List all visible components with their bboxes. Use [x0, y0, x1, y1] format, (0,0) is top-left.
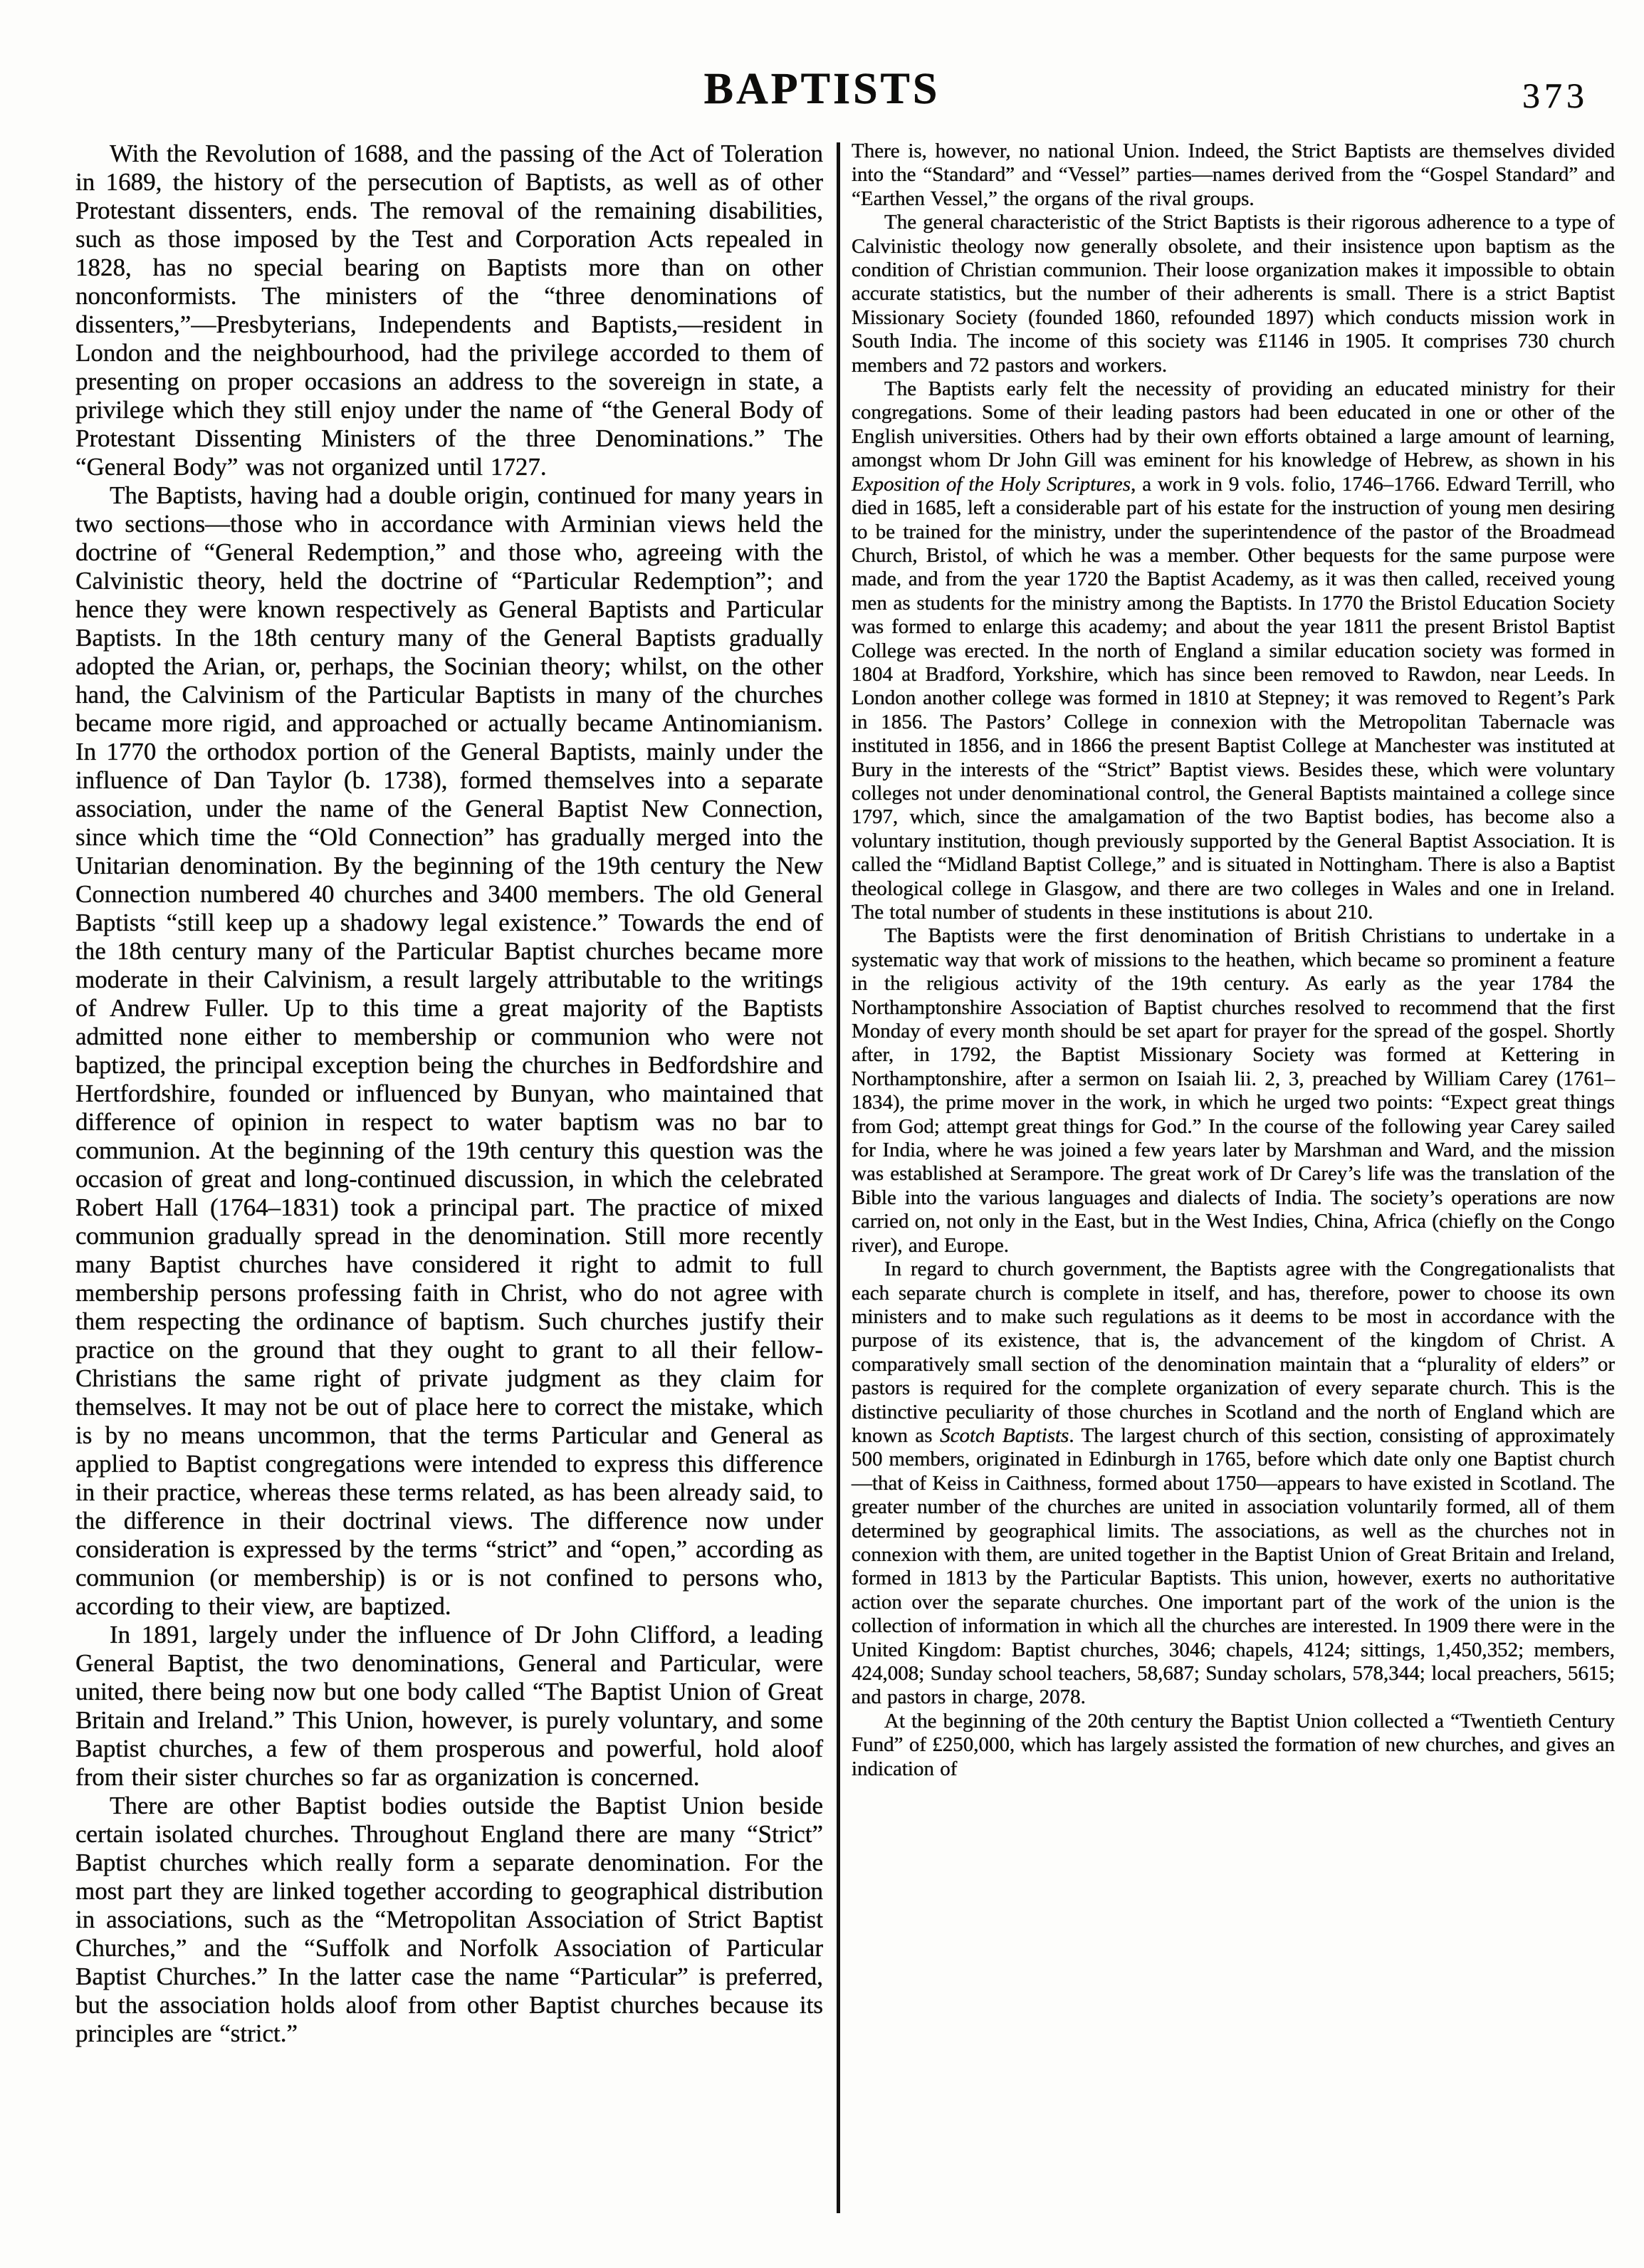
paragraph: In 1891, largely under the influence of Dr John Clifford, a leading General Baptist, the two denominations, General and Particular, were united, there being now but one body called “The Baptist Union of Great Britain and Ireland.” This Union, however, is purely voluntary, and some Baptist churches, a few of them prosperous and powerful, hold aloof from their sister churches so far as organization is concerned.	[75, 1621, 823, 1791]
paragraph: With the Revolution of 1688, and the passing of the Act of Toleration in 1689, the history of the persecution of Baptists, as well as of other Protestant dissenters, ends. The removal of the remaining disabilities, such as those imposed by the Test and Corporation Acts repealed in 1828, has no special bearing on Baptists more than on other nonconformists. The ministers of the “three denominations of dissenters,”—Presbyterians, Independents and Baptists,—resident in London and the neighbourhood, had the privilege accorded to them of presenting on proper occasions an address to the sovereign in state, a privilege which they still enjoy under the name of “the General Body of Protestant Dissenting Ministers of the three Denominations.” The “General Body” was not organized until 1727.	[75, 140, 823, 481]
page-number: 373	[1522, 75, 1588, 115]
paragraph: The general characteristic of the Strict Baptists is their rigorous adherence to a type of Calvinistic theology now generally obsolete, and their insistence upon baptism as the condition of Christian communion. Their loose organization makes it impossible to obtain accurate statistics, but the number of their adherents is small. There is a strict Baptist Missionary Society (founded 1860, refounded 1897) which conducts mission work in South India. The income of this society was £1146 in 1905. It comprises 730 church members and 72 pastors and workers.	[852, 211, 1615, 377]
paragraph: The Baptists, having had a double origin, continued for many years in two sections—those who in accordance with Arminian views held the doctrine of “General Redemption,” and those who, agreeing with the Calvinistic theory, held the doctrine of “Particular Redemption”; and hence they were known respectively as General Baptists and Particular Baptists. In the 18th century many of the General Baptists gradually adopted the Arian, or, perhaps, the Socinian theory; whilst, on the other hand, the Calvinism of the Particular Baptists in many of the churches became more rigid, and approached or actually became Antinomianism. In 1770 the orthodox portion of the General Baptists, mainly under the influence of Dan Taylor (b. 1738), formed themselves into a separate association, under the name of the General Baptist New Connection, since which time the “Old Connection” has gradually merged into the Unitarian denomination. By the beginning of the 19th century the New Connection numbered 40 churches and 3400 members. The old General Baptists “still keep up a shadowy legal existence.” Towards the end of the 18th century many of the Particular Baptist churches became more moderate in their Calvinism, a result largely attributable to the writings of Andrew Fuller. Up to this time a great majority of the Baptists admitted none either to membership or communion who were not baptized, the principal exception being the churches in Bedfordshire and Hertfordshire, founded or influenced by Bunyan, who maintained that difference of opinion in respect to water baptism was no bar to communion. At the beginning of the 19th century this question was the occasion of great and long-continued discussion, in which the celebrated Robert Hall (1764–1831) took a principal part. The practice of mixed communion gradually spread in the denomination. Still more recently many Baptist churches have considered it right to admit to full membership persons professing faith in Christ, who do not agree with them respecting the ordinance of baptism. Such churches justify their practice on the ground that they ought to grant to all their fellow-Christians the same right of private judgment as they claim for themselves. It may not be out of place here to correct the mistake, which is by no means uncommon, that the terms Particular and General as applied to Baptist congregations were intended to express this difference in their practice, whereas these terms related, as has been already said, to the difference in their doctrinal views. The difference now under consideration is expressed by the terms “strict” and “open,” according as communion (or membership) is or is not confined to persons who, according to their view, are baptized.	[75, 481, 823, 1620]
paragraph: At the beginning of the 20th century the Baptist Union collected a “Twentieth Century Fund” of £250,000, which has largely assisted the formation of new churches, and gives an indication of	[852, 1709, 1615, 1780]
right-column	[852, 140, 1615, 1781]
paragraph: In regard to church government, the Baptists agree with the Congregationalists that each separate church is complete in itself, and has, therefore, power to choose its own ministers and to make such regulations as it deems to be most in accordance with the purpose of its existence, that is, the advancement of the kingdom of Christ. A comparatively small section of the denomination maintain that a “plurality of elders” or pastors is required for the complete organization of every separate church. This is the distinctive peculiarity of those churches in Scotland and the north of England which are known as Scotch Baptists. The largest church of this section, consisting of approximately 500 members, originated in Edinburgh in 1765, before which date only one Baptist church—that of Keiss in Caithness, formed about 1750—appears to have existed in Scotland. The greater number of the churches are united in association voluntarily formed, all of them determined by geographical limits. The associations, as well as the churches not in connexion with them, are united together in the Baptist Union of Great Britain and Ireland, formed in 1813 by the Particular Baptists. This union, however, exerts no authoritative action over the separate churches. One important part of the work of the union is the collection of information in which all the churches are interested. In 1909 there were in the United Kingdom: Baptist churches, 3046; chapels, 4124; sittings, 1,450,352; members, 424,008; Sunday school teachers, 58,687; Sunday scholars, 578,344; local preachers, 5615; and pastors in charge, 2078.	[852, 1258, 1615, 1709]
left-column	[75, 140, 823, 2048]
page-header	[0, 66, 1644, 130]
paragraph: There are other Baptist bodies outside the Baptist Union beside certain isolated churches. Throughout England there are many “Strict” Baptist churches which really form a separate denomination. For the most part they are linked together according to geographical distribution in associations, such as the “Metropolitan Association of Strict Baptist Churches,” and the “Suffolk and Norfolk Association of Particular Baptist Churches.” In the latter case the name “Particular” is preferred, but the association holds aloof from other Baptist churches because its principles are “strict.”	[75, 1792, 823, 2047]
paragraph: There is, however, no national Union. Indeed, the Strict Baptists are themselves divided into the “Standard” and “Vessel” parties—names derived from the “Gospel Standard” and “Earthen Vessel,” the organs of the rival groups.	[852, 140, 1615, 210]
paragraph: The Baptists were the first denomination of British Christians to undertake in a systematic way that work of missions to the heathen, which became so prominent a feature in the religious activity of the 19th century. As early as the year 1784 the Northamptonshire Association of Baptist churches resolved to recommend that the first Monday of every month should be set apart for prayer for the spread of the gospel. Shortly after, in 1792, the Baptist Missionary Society was formed at Kettering in Northamptonshire, after a sermon on Isaiah lii. 2, 3, preached by William Carey (1761–1834), the prime mover in the work, in which he urged two points: “Expect great things from God; attempt great things for God.” In the course of the following year Carey sailed for India, where he was joined a few years later by Marshman and Ward, and the mission was established at Serampore. The great work of Dr Carey’s life was the translation of the Bible into the various languages and dialects of India. The society’s operations are now carried on, not only in the East, but in the West Indies, China, Africa (chiefly on the Congo river), and Europe.	[852, 924, 1615, 1257]
column-divider-rule	[837, 142, 840, 2213]
article-title: BAPTISTS	[703, 65, 941, 113]
paragraph: The Baptists early felt the necessity of providing an educated ministry for their congregations. Some of their leading pastors had been educated in one or other of the English universities. Others had by their own efforts obtained a large amount of learning, amongst whom Dr John Gill was eminent for his knowledge of Hebrew, as shown in his Exposition of the Holy Scriptures, a work in 9 vols. folio, 1746–1766. Edward Terrill, who died in 1685, left a considerable part of his estate for the instruction of young men desiring to be trained for the ministry, under the superintendence of the pastor of the Broadmead Church, Bristol, of which he was a member. Other bequests for the same purpose were made, and from the year 1720 the Baptist Academy, as it was then called, received young men as students for the ministry among the Baptists. In 1770 the Bristol Education Society was formed to enlarge this academy; and about the year 1811 the present Bristol Baptist College was erected. In the north of England a similar education society was formed in 1804 at Bradford, Yorkshire, which has since been removed to Rawdon, near Leeds. In London another college was formed in 1810 at Stepney; it was removed to Regent’s Park in 1856. The Pastors’ College in connexion with the Metropolitan Tabernacle was instituted in 1856, and in 1866 the present Baptist College at Manchester was instituted at Bury in the interests of the “Strict” Baptist views. Besides these, which were voluntary colleges not under denominational control, the General Baptists maintained a college since 1797, which, since the amalgamation of the two Baptist bodies, has become also a voluntary institution, though previously supported by the General Baptist Association. It is called the “Midland Baptist College,” and is situated in Nottingham. There is also a Baptist theological college in Glasgow, and there are two colleges in Wales and one in Ireland. The total number of students in these institutions is about 210.	[852, 377, 1616, 924]
